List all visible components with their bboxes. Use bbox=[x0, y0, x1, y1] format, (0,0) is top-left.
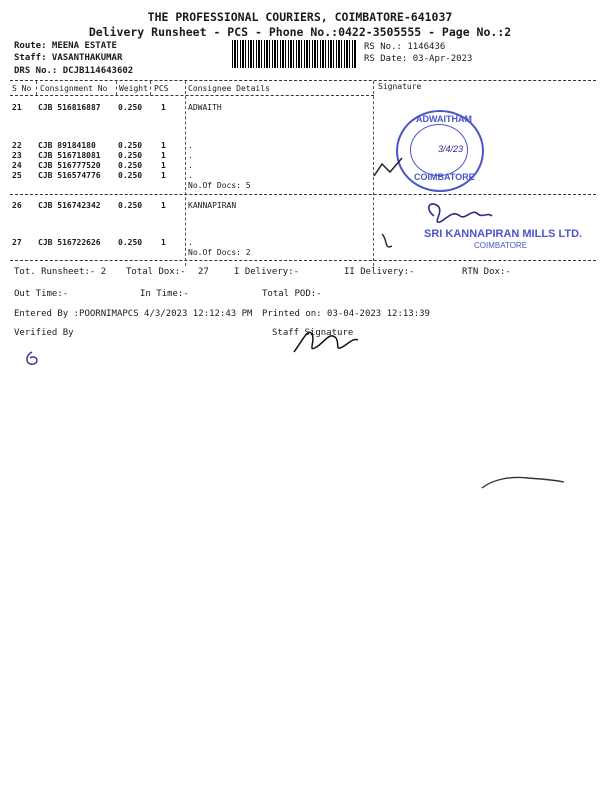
rs-number: RS No.: 1146436 bbox=[364, 42, 446, 52]
printed-on: Printed on: 03-04-2023 12:13:39 bbox=[262, 309, 430, 319]
drs-number: DRS No.: DCJB114643602 bbox=[14, 66, 134, 76]
row-sno: 25 bbox=[12, 171, 22, 180]
row-consignment: CJB 516722626 bbox=[38, 238, 101, 247]
row-sno: 22 bbox=[12, 141, 22, 150]
total-dox-label: Total Dox:- bbox=[126, 267, 186, 277]
row-consignment: CJB 516816887 bbox=[38, 103, 101, 112]
stamp-bottom-text: COIMBATORE bbox=[414, 172, 475, 182]
entered-by: Entered By :POORNIMAPCS 4/3/2023 12:12:43 PM bbox=[14, 309, 253, 319]
divider bbox=[10, 80, 596, 81]
signature-scribble bbox=[372, 150, 412, 180]
runsheet-subtitle: Delivery Runsheet - PCS - Phone No.:0422-3505555 - Page No.:2 bbox=[88, 25, 512, 39]
divider bbox=[10, 95, 374, 96]
row-consignment: CJB 89184180 bbox=[38, 141, 96, 150]
company-title: THE PROFESSIONAL COURIERS, COIMBATORE-641037 bbox=[147, 10, 453, 24]
row-weight: 0.250 bbox=[118, 171, 143, 180]
row-sno: 26 bbox=[12, 201, 22, 210]
col-header-consignee: Consignee Details bbox=[188, 84, 270, 93]
row-weight: 0.250 bbox=[118, 201, 143, 210]
row-weight: 0.250 bbox=[118, 103, 143, 112]
row-pcs: 1 bbox=[161, 238, 166, 247]
verified-by: Verified By bbox=[14, 328, 74, 338]
row-weight: 0.250 bbox=[118, 238, 143, 247]
col-header-signature: Signature bbox=[378, 82, 422, 91]
row-sno: 27 bbox=[12, 238, 22, 247]
row-weight: 0.250 bbox=[118, 141, 143, 150]
verified-signature bbox=[22, 350, 44, 370]
stamp-kannapiran: SRI KANNAPIRAN MILLS LTD. bbox=[424, 228, 583, 240]
col-header-pcs: PCS bbox=[154, 84, 169, 93]
row-pcs: 1 bbox=[161, 201, 166, 210]
staff-signature bbox=[290, 324, 360, 358]
row-pcs: 1 bbox=[161, 141, 166, 150]
divider bbox=[10, 260, 596, 261]
consignee-name: KANNAPIRAN bbox=[188, 201, 237, 210]
row-sno: 24 bbox=[12, 161, 22, 170]
consignee-name: ADWAITH bbox=[188, 103, 222, 112]
ii-delivery: II Delivery:- bbox=[344, 267, 415, 277]
barcode bbox=[232, 40, 356, 68]
stamp-kannapiran-sub: COIMBATORE bbox=[474, 241, 528, 250]
total-runsheet: Tot. Runsheet:- 2 bbox=[14, 267, 107, 277]
col-header-consignment: Consignment No bbox=[40, 84, 108, 93]
staff-signature-label: Staff Signature bbox=[272, 328, 354, 338]
row-pcs: 1 bbox=[161, 161, 166, 170]
row-weight: 0.250 bbox=[118, 151, 143, 160]
row-weight: 0.250 bbox=[118, 161, 143, 170]
row-dot: . bbox=[188, 171, 193, 180]
row-dot: . bbox=[188, 238, 193, 247]
rtn-dox: RTN Dox:- bbox=[462, 267, 511, 277]
row-consignment: CJB 516777520 bbox=[38, 161, 101, 170]
route-label: Route: MEENA ESTATE bbox=[14, 41, 117, 51]
col-divider bbox=[36, 81, 37, 95]
col-divider bbox=[185, 81, 186, 266]
row-consignment: CJB 516574776 bbox=[38, 171, 101, 180]
staff-label: Staff: VASANTHAKUMAR bbox=[14, 53, 123, 63]
i-delivery: I Delivery:- bbox=[234, 267, 300, 277]
stamp-top-text: ADWAITHAM bbox=[416, 114, 472, 124]
divider bbox=[10, 194, 596, 195]
row-dot: . bbox=[188, 141, 193, 150]
out-time: Out Time:- bbox=[14, 289, 69, 299]
row-pcs: 1 bbox=[161, 103, 166, 112]
docs-count: No.Of Docs: 2 bbox=[188, 248, 251, 257]
total-pod: Total POD:- bbox=[262, 289, 322, 299]
docs-count: No.Of Docs: 5 bbox=[188, 181, 251, 190]
row-sno: 23 bbox=[12, 151, 22, 160]
row-consignment: CJB 516742342 bbox=[38, 201, 101, 210]
signature-tick bbox=[378, 230, 402, 254]
row-pcs: 1 bbox=[161, 171, 166, 180]
row-dot: . bbox=[188, 151, 193, 160]
col-divider bbox=[150, 81, 151, 95]
total-dox-value: 27 bbox=[198, 267, 209, 277]
row-dot: . bbox=[188, 161, 193, 170]
col-divider bbox=[116, 81, 117, 95]
pen-mark bbox=[478, 470, 568, 494]
row-pcs: 1 bbox=[161, 151, 166, 160]
rs-date: RS Date: 03-Apr-2023 bbox=[364, 54, 473, 64]
row-sno: 21 bbox=[12, 103, 22, 112]
stamp-date: 3/4/23 bbox=[438, 144, 464, 154]
col-header-weight: Weight bbox=[119, 84, 148, 93]
in-time: In Time:- bbox=[140, 289, 189, 299]
row-consignment: CJB 516718081 bbox=[38, 151, 101, 160]
col-header-sno: S No bbox=[12, 84, 32, 93]
